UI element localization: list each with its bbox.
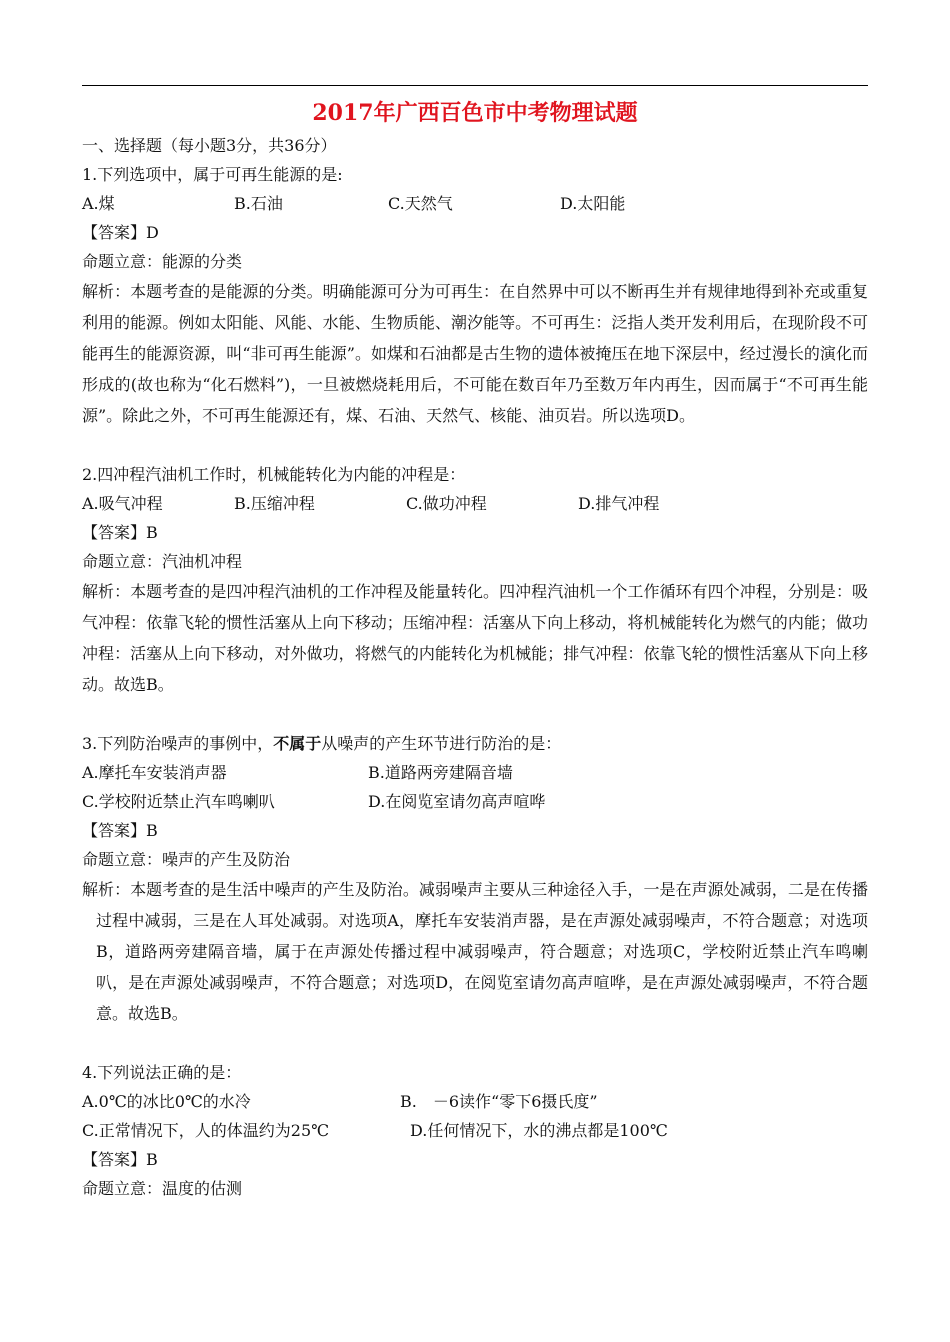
question-2-options <box>82 489 868 518</box>
question-3-options-row2 <box>82 787 868 816</box>
question-3-answer: 【答案】B <box>82 821 158 840</box>
question-2-answer: 【答案】B <box>82 523 158 542</box>
question-4-stem: 4.下列说法正确的是： <box>82 1063 242 1082</box>
option-c: C.正常情况下，人的体温约为25℃ <box>82 1121 330 1140</box>
option-b: B. －6读作“零下6摄氏度” <box>400 1092 598 1111</box>
question-1-options <box>82 189 868 218</box>
option-c: C.天然气 <box>388 194 453 213</box>
option-d: D.太阳能 <box>560 194 626 213</box>
question-3-options-row1 <box>82 758 868 787</box>
question-1-answer: 【答案】D <box>82 223 159 242</box>
option-a: A.0℃的冰比0℃的水冷 <box>82 1092 251 1111</box>
question-4-options-row2 <box>82 1116 868 1145</box>
emphasis-not: 不属于 <box>273 734 322 753</box>
question-4-intent: 命题立意：温度的估测 <box>82 1179 243 1198</box>
option-b: B.道路两旁建隔音墙 <box>368 763 513 782</box>
option-d: D.排气冲程 <box>578 494 660 513</box>
question-1-intent: 命题立意：能源的分类 <box>82 252 243 271</box>
option-a: A.摩托车安装消声器 <box>82 763 227 782</box>
document-body <box>82 131 868 1203</box>
option-b: B.压缩冲程 <box>234 494 315 513</box>
question-2-analysis: 解析：本题考查的是四冲程汽油机的工作冲程及能量转化。四冲程汽油机一个工作循环有四个冲程，分别是：吸气冲程：依靠飞轮的惯性活塞从上向下移动；压缩冲程：活塞从下向上移动，将机械能转化为燃气的内能；做功冲程：活塞从上向下移动，对外做功，将燃气的内能转化为机械能；排气冲程：依靠飞轮的惯性活塞从下向上移动。故选B。 <box>82 582 868 694</box>
option-d: D.在阅览室请勿高声喧哗 <box>368 792 546 811</box>
question-3-stem: 3.下列防治噪声的事例中，不属于从噪声的产生环节进行防治的是： <box>82 734 562 753</box>
question-2-intent: 命题立意：汽油机冲程 <box>82 552 243 571</box>
option-a: A.吸气冲程 <box>82 494 163 513</box>
question-1-stem: 1.下列选项中，属于可再生能源的是: <box>82 165 343 184</box>
option-a: A.煤 <box>82 194 115 213</box>
question-4-answer: 【答案】B <box>82 1150 158 1169</box>
question-1-analysis: 解析：本题考查的是能源的分类。明确能源可分为可再生：在自然界中可以不断再生并有规律地得到补充或重复利用的能源。例如太阳能、风能、水能、生物质能、潮汐能等。不可再生：泛指人类开发利用后，在现阶段不可能再生的能源资源，叫“非可再生能源”。如煤和石油都是古生物的遗体被掩压在地下深层中，经过漫长的演化而形成的(故也称为“化石燃料”)，一旦被燃烧耗用后，不可能在数百年乃至数万年内再生，因而属于“不可再生能源”。除此之外，不可再生能源还有，煤、石油、天然气、核能、油页岩。所以选项D。 <box>82 282 868 425</box>
header-rule <box>82 85 868 86</box>
question-4-options-row1 <box>82 1087 868 1116</box>
question-3-analysis: 解析：本题考查的是生活中噪声的产生及防治。减弱噪声主要从三种途径入手，一是在声源处减弱，二是在传播过程中减弱，三是在人耳处减弱。对选项A，摩托车安装消声器，是在声源处减弱噪声，不符合题意；对选项B，道路两旁建隔音墙，属于在声源处传播过程中减弱噪声，符合题意；对选项C，学校附近禁止汽车鸣喇叭，是在声源处减弱噪声，不符合题意；对选项D，在阅览室请勿高声喧哗，是在声源处减弱噪声，不符合题意。故选B。 <box>82 880 868 1023</box>
option-c: C.做功冲程 <box>406 494 487 513</box>
option-d: D.任何情况下，水的沸点都是100℃ <box>410 1121 668 1140</box>
document-title: 2017年广西百色市中考物理试题 <box>312 100 638 126</box>
question-3-intent: 命题立意：噪声的产生及防治 <box>82 850 291 869</box>
section-heading: 一、选择题（每小题3分，共36分） <box>82 136 337 155</box>
option-c: C.学校附近禁止汽车鸣喇叭 <box>82 792 275 811</box>
question-2-stem: 2.四冲程汽油机工作时，机械能转化为内能的冲程是： <box>82 465 466 484</box>
option-b: B.石油 <box>234 194 283 213</box>
